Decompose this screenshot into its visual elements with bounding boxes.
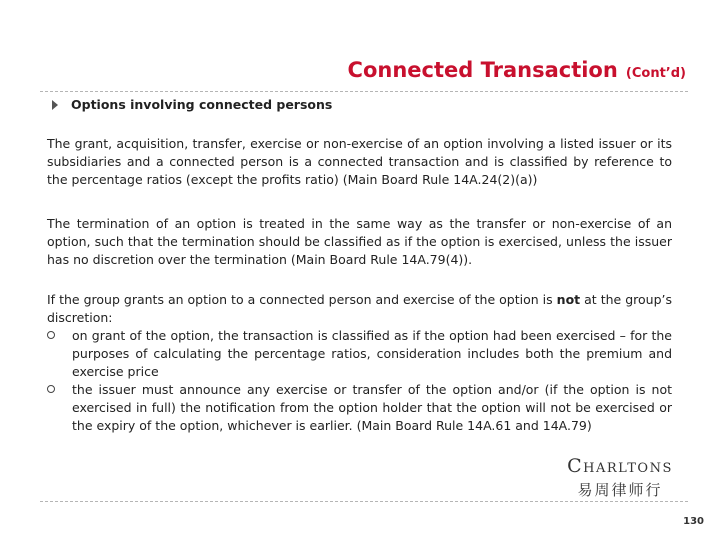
bullet-text-1: on grant of the option, the transaction is classified as if the option had been exercised – for the purposes of calculating the percentage ratios, consideration includes both the premium and exercise price xyxy=(72,328,672,379)
subheading-text: Options involving connected persons xyxy=(71,97,333,112)
paragraph-3-emphasis: not xyxy=(556,292,581,307)
triangle-right-icon xyxy=(52,100,58,110)
paragraph-3 xyxy=(47,291,672,435)
paragraph-3-text-b: at the group’s discretion: xyxy=(47,292,672,325)
title-suffix: (Cont’d) xyxy=(625,66,686,81)
paragraph-3-intro xyxy=(47,291,672,327)
top-divider xyxy=(40,91,688,92)
bullet-text-2: the issuer must announce any exercise or transfer of the option and/or (if the option is not exercised in full) the notification from the option holder that the option will not be exercised or the expiry of the option, whichever is earlier. (Main Board Rule 14A.61 and 14A.79) xyxy=(72,382,672,433)
page-number: 130 xyxy=(683,516,704,527)
circle-bullet-icon xyxy=(47,327,72,381)
logo-chinese: 易周律师行 xyxy=(577,481,663,499)
bullet-item-1 xyxy=(47,327,672,381)
paragraph-3-text-a: If the group grants an option to a connected person and exercise of the option is xyxy=(47,292,557,307)
subheading xyxy=(52,97,332,112)
paragraph-1: The grant, acquisition, transfer, exercise or non-exercise of an option involving a listed issuer or its subsidiaries and a connected person is a connected transaction and is classified by reference to the percentage ratios (except the profits ratio) (Main Board Rule 14A.24(2)(a)) xyxy=(47,136,672,187)
charltons-logo xyxy=(560,455,680,500)
logo-english: Charltons xyxy=(567,455,673,477)
bottom-divider xyxy=(40,501,688,502)
slide-title xyxy=(348,58,686,82)
title-main: Connected Transaction xyxy=(347,58,618,82)
circle-bullet-icon xyxy=(47,381,72,435)
bullet-item-2 xyxy=(47,381,672,435)
paragraph-2: The termination of an option is treated in the same way as the transfer or non-exercise of an option, such that the termination should be classified as if the option is exercised, unless the issuer has no discretion over the termination (Main Board Rule 14A.79(4)). xyxy=(47,216,672,267)
